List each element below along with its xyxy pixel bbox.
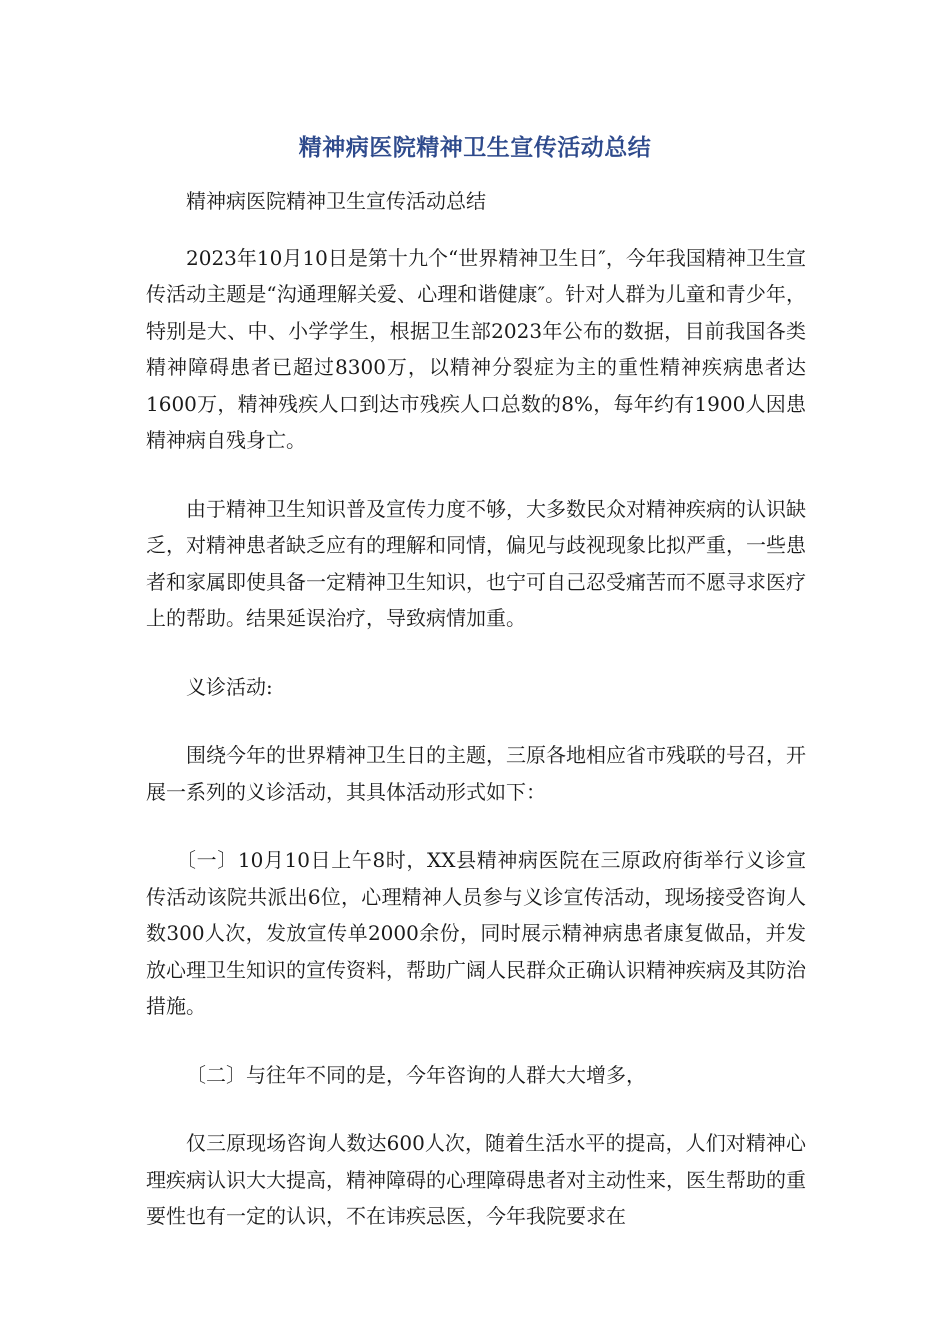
subtitle-paragraph: 精神病医院精神卫生宣传活动总结 xyxy=(186,189,486,213)
consultation-paragraph: 仅三原现场咨询人数达600人次，随着生活水平的提高，人们对精神心理疾病认识大大提高，精神障碍的心理障碍患者对主动性来，医生帮助的重要性也有一定的认识，不在讳疾忌医，今年我院要求在 xyxy=(146,1131,806,1228)
section-heading-free-clinic: 义诊活动: xyxy=(186,674,273,699)
intro-paragraph: 2023年10月10日是第十九个“世界精神卫生日″，今年我国精神卫生宣传活动主题是“沟通理解关爱、心理和谐健康″。针对人群为儿童和青少年，特别是大、中、小学学生，根据卫生部2023年公布的数据，目前我国各类精神障碍患者已超过8300万，以精神分裂症为主的重性精神疾病患者达1600万，精神残疾人口到达市残疾人口总数的8%，每年约有1900人因患精神病自残身亡。 xyxy=(146,245,806,452)
activities-intro-paragraph: 围绕今年的世界精神卫生日的主题，三原各地相应省市残联的号召，开展一系列的义诊活动，其具体活动形式如下： xyxy=(146,743,806,804)
document-title: 精神病医院精神卫生宣传活动总结 xyxy=(298,135,652,161)
item-one-paragraph: 〔一〕10月10日上午8时，XX县精神病医院在三原政府街举行义诊宣传活动该院共派出6位，心理精神人员参与义诊宣传活动，现场接受咨询人数300人次，发放宣传单2000余份，同时展示精神病患者康复做品，并发放心理卫生知识的宣传资料，帮助广阔人民群众正确认识精神疾病及其防治措施。 xyxy=(146,848,806,1018)
document-body xyxy=(146,183,806,1235)
item-two-paragraph: 〔二〕与往年不同的是，今年咨询的人群大大增多， xyxy=(186,1062,646,1087)
problem-paragraph: 由于精神卫生知识普及宣传力度不够，大多数民众对精神疾病的认识缺乏，对精神患者缺乏应有的理解和同情，偏见与歧视现象比拟严重，一些患者和家属即使具备一定精神卫生知识，也宁可自己忍受痛苦而不愿寻求医疗上的帮助。结果延误治疗，导致病情加重。 xyxy=(146,496,806,630)
